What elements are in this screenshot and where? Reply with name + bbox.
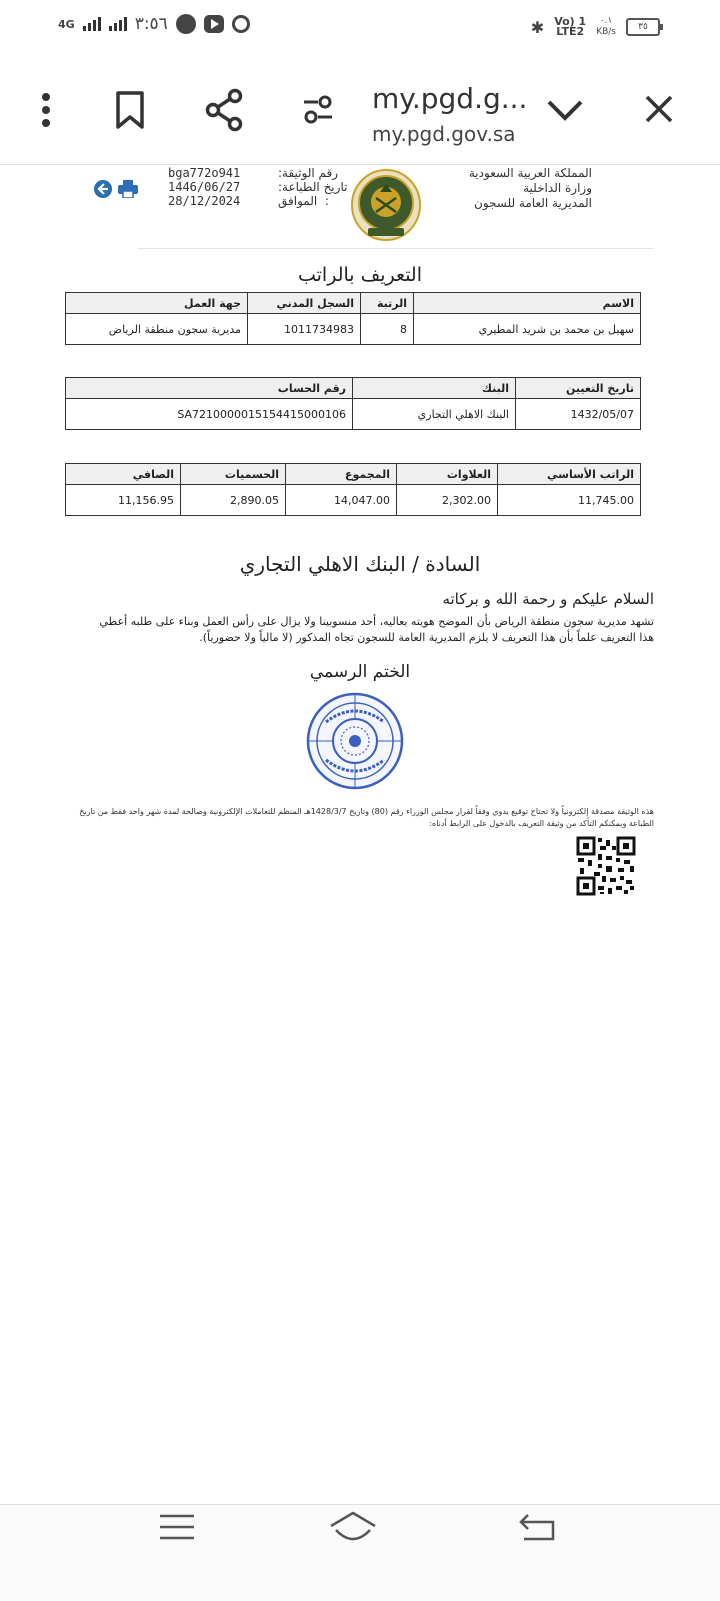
chrome-icon xyxy=(232,15,250,33)
header-divider xyxy=(138,248,653,249)
personal-info-table xyxy=(65,292,641,345)
header-basic-salary: الراتب الأساسي xyxy=(498,464,641,485)
document-meta xyxy=(168,166,347,208)
print-date: 1446/06/27 xyxy=(168,180,241,194)
print-icon[interactable] xyxy=(118,180,138,198)
messages-icon xyxy=(176,14,196,34)
header-workplace: جهة العمل xyxy=(66,293,248,314)
document-number-label: رقم الوثيقة: xyxy=(278,166,339,180)
bookmark-icon[interactable] xyxy=(114,90,146,130)
header-rank: الرتبة xyxy=(361,293,414,314)
share-icon[interactable] xyxy=(204,88,244,132)
status-left xyxy=(58,14,250,34)
org-line: المديرية العامة للسجون xyxy=(474,196,592,210)
qr-code-icon[interactable] xyxy=(576,836,636,896)
browser-toolbar xyxy=(0,60,720,165)
clock: ٣:٥٦ xyxy=(134,14,168,34)
speed-value: ٠.١ xyxy=(599,16,613,26)
volte-label: Vo) 1 xyxy=(554,15,587,28)
employee-rank: 8 xyxy=(361,314,414,345)
bank-info-table xyxy=(65,377,641,430)
greeting: السلام عليكم و رحمة الله و بركاته xyxy=(442,590,654,608)
header-net: الصافي xyxy=(66,464,181,485)
header-account-number: رقم الحساب xyxy=(66,378,353,399)
official-stamp-icon xyxy=(306,692,404,790)
back-arrow-icon[interactable] xyxy=(94,180,112,198)
header-appointment-date: تاريخ التعيين xyxy=(516,378,641,399)
youtube-icon xyxy=(204,15,224,33)
more-options-icon[interactable] xyxy=(36,92,56,128)
basic-salary: 11,745.00 xyxy=(498,485,641,516)
workplace: مديرية سجون منطقة الرياض xyxy=(66,314,248,345)
document-number: bga772o941 xyxy=(168,166,241,180)
header-civil-id: السجل المدني xyxy=(248,293,361,314)
table-header-row xyxy=(66,293,641,314)
close-icon[interactable] xyxy=(644,94,674,124)
civil-id: 1011734983 xyxy=(248,314,361,345)
header-bank: البنك xyxy=(353,378,516,399)
bank-name: البنك الاهلي التجاري xyxy=(353,399,516,430)
table-row xyxy=(66,314,641,345)
status-right xyxy=(531,16,660,38)
allowances: 2,302.00 xyxy=(397,485,498,516)
speed-unit: KB/s xyxy=(596,27,616,37)
header-deductions: الحسميات xyxy=(181,464,286,485)
site-settings-icon[interactable] xyxy=(302,94,334,126)
status-bar xyxy=(0,0,720,56)
back-icon[interactable] xyxy=(518,1512,558,1542)
chevron-down-icon[interactable] xyxy=(546,98,584,122)
table-row xyxy=(66,485,641,516)
bluetooth-icon: ✱ xyxy=(530,17,545,37)
lte-label: LTE2 xyxy=(556,25,585,38)
menu-icon[interactable] xyxy=(158,1512,196,1542)
battery-icon xyxy=(626,18,660,36)
table-row xyxy=(66,399,641,430)
volte-indicator xyxy=(554,17,586,37)
url-domain[interactable]: my.pgd.gov.sa xyxy=(372,122,516,146)
verification-note: هذه الوثيقة مصدقة إلكترونياً ولا تحتاج توقيع يدوي وفقاً لقرار مجلس الوزراء رقم (80) وتاريخ 1428/3/7هـ المنظم للتعاملات الإلكترونية وصالحة لمدة شهر واحد فقط من تاريخ الطباعة ويمكنكم التأكد من وثيقة التعريف بالدخول على الرابط أدناه: xyxy=(79,807,654,828)
table-header-row xyxy=(66,378,641,399)
gregorian-date: 28/12/2024 xyxy=(168,194,241,208)
speed-indicator xyxy=(596,16,616,38)
network-label: 4G xyxy=(58,17,75,31)
header-name: الاسم xyxy=(414,293,641,314)
salutation: السادة / البنك الاهلي التجاري xyxy=(239,552,481,576)
print-date-label: تاريخ الطباعة: xyxy=(278,180,348,194)
gregorian-date-label: : الموافق xyxy=(278,194,329,208)
battery-level: ٣٥ xyxy=(638,22,648,32)
org-line: وزارة الداخلية xyxy=(523,181,592,195)
salary-table xyxy=(65,463,641,516)
stamp-title: الختم الرسمي xyxy=(309,662,411,682)
signal-icon xyxy=(83,17,101,31)
signal-2-icon xyxy=(109,17,127,31)
table-header-row xyxy=(66,464,641,485)
home-icon[interactable] xyxy=(328,1510,378,1544)
net-salary: 11,156.95 xyxy=(66,485,181,516)
deductions: 2,890.05 xyxy=(181,485,286,516)
employee-name: سهيل بن محمد بن شريد المطيري xyxy=(414,314,641,345)
emblem-logo xyxy=(350,168,422,242)
appointment-date: 1432/05/07 xyxy=(516,399,641,430)
document-title: التعريف بالراتب xyxy=(297,264,423,286)
page-title[interactable]: my.pgd.g... xyxy=(372,82,528,115)
organization-header xyxy=(469,166,592,211)
account-number: SA7210000015154415000106 xyxy=(66,399,353,430)
header-total: المجموع xyxy=(286,464,397,485)
letter-body: تشهد مديرية سجون منطقة الرياض بأن الموضح هويته بعاليه، أحد منسوبينا ولا يزال على رأس العمل وبناء على طلبه أعطي هذا التعريف علماً بأن هذا التعريف لا يلزم المديرية العامة للسجون تجاه المذكور (لا مالياً ولا حضورياً). xyxy=(99,615,654,644)
org-line: المملكة العربية السعودية xyxy=(468,166,592,180)
header-allowances: العلاوات xyxy=(397,464,498,485)
total: 14,047.00 xyxy=(286,485,397,516)
equivalent-label: الموافق xyxy=(278,194,318,208)
